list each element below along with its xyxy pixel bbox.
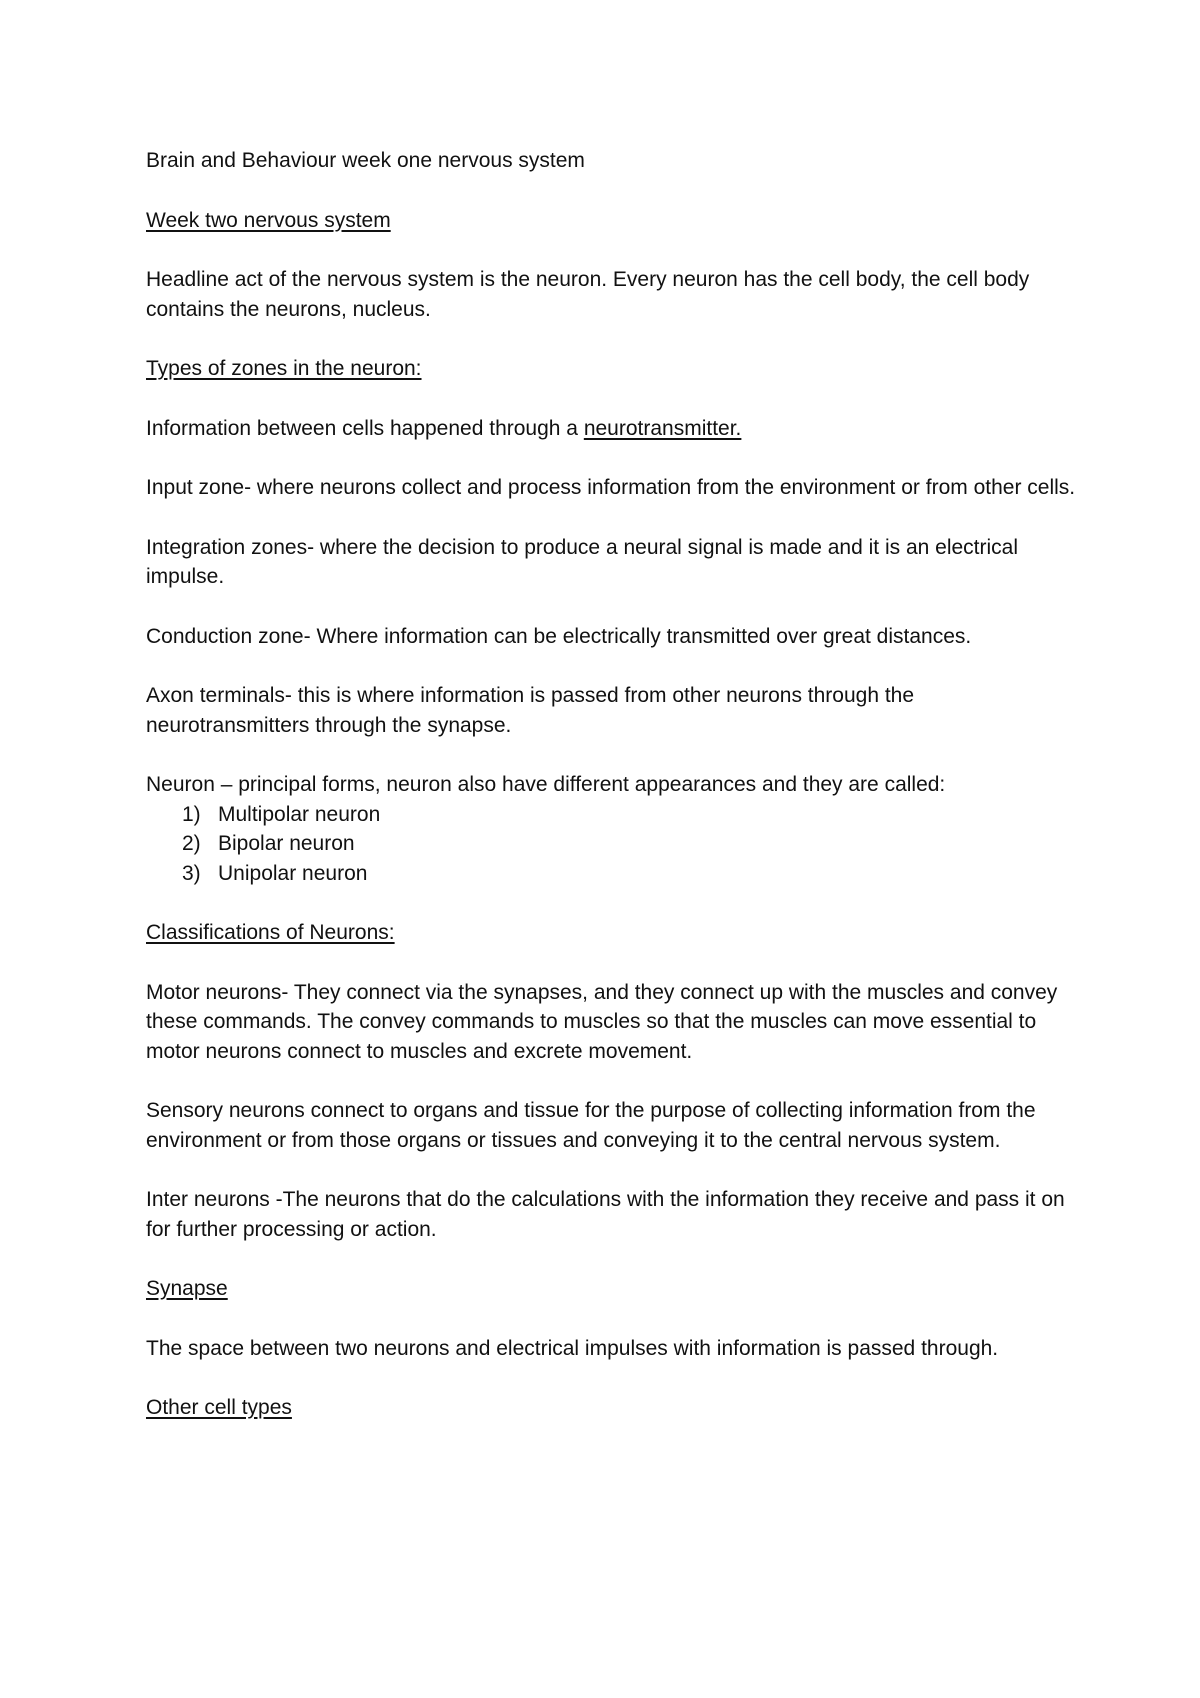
list-item-number: 1) — [182, 802, 201, 826]
synapse-heading-text: Synapse — [146, 1277, 228, 1300]
document-body — [146, 146, 1076, 1453]
list-item — [146, 829, 1076, 859]
list-item-number: 2) — [182, 832, 201, 855]
info-paragraph — [146, 414, 1076, 444]
integration-zone-paragraph: Integration zones- where the decision to produce a neural signal is made and it is an electrical impulse. — [146, 535, 1019, 588]
intro-paragraph: Headline act of the nervous system is the neuron. Every neuron has the cell body, the cell body contains the neurons, nucleus. — [146, 268, 1030, 321]
synapse-paragraph: The space between two neurons and electrical impulses with information is passed through. — [146, 1336, 999, 1360]
zones-heading — [146, 354, 1076, 384]
list-item — [146, 800, 1076, 830]
other-cell-types-heading — [146, 1393, 1076, 1423]
classifications-heading-text: Classifications of Neurons: — [146, 921, 395, 944]
neuron-forms-paragraph: Neuron – principal forms, neuron also have different appearances and they are called: — [146, 773, 946, 796]
motor-neurons-paragraph: Motor neurons- They connect via the synapses, and they connect up with the muscles and convey these commands. The convey commands to muscles so that the muscles can move essential to motor neurons connect to muscles and excrete movement. — [146, 980, 1058, 1063]
list-item-label: Bipolar neuron — [218, 832, 355, 855]
list-item-label: Unipolar neuron — [218, 861, 368, 885]
inter-neurons-paragraph: Inter neurons -The neurons that do the calculations with the information they receive and pass it on for further processing or action. — [146, 1188, 1065, 1241]
week-heading-text: Week two nervous system — [146, 208, 391, 232]
sensory-neurons-paragraph: Sensory neurons connect to organs and tissue for the purpose of collecting information from the environment or from those organs or tissues and conveying it to the central nervous system. — [146, 1099, 1036, 1152]
neurotransmitter-term: neurotransmitter. — [583, 416, 742, 440]
neuron-types-list — [146, 800, 1076, 889]
list-item-label: Multipolar neuron — [218, 802, 381, 826]
input-zone-paragraph: Input zone- where neurons collect and process information from the environment or from other cells. — [146, 476, 1076, 499]
info-prefix: Information between cells happened through a — [146, 416, 584, 440]
week-heading — [146, 206, 1076, 236]
synapse-heading — [146, 1274, 1076, 1304]
other-cell-types-heading-text: Other cell types — [146, 1396, 292, 1419]
axon-terminals-paragraph: Axon terminals- this is where information is passed from other neurons through the neurotransmitters through the synapse. — [146, 684, 915, 737]
list-item — [146, 859, 1076, 889]
conduction-zone-paragraph: Conduction zone- Where information can be electrically transmitted over great distances. — [146, 624, 972, 648]
classifications-heading — [146, 918, 1076, 948]
list-item-number: 3) — [182, 861, 201, 885]
zones-heading-text: Types of zones in the neuron: — [146, 357, 422, 380]
document-title: Brain and Behaviour week one nervous system — [146, 149, 585, 172]
